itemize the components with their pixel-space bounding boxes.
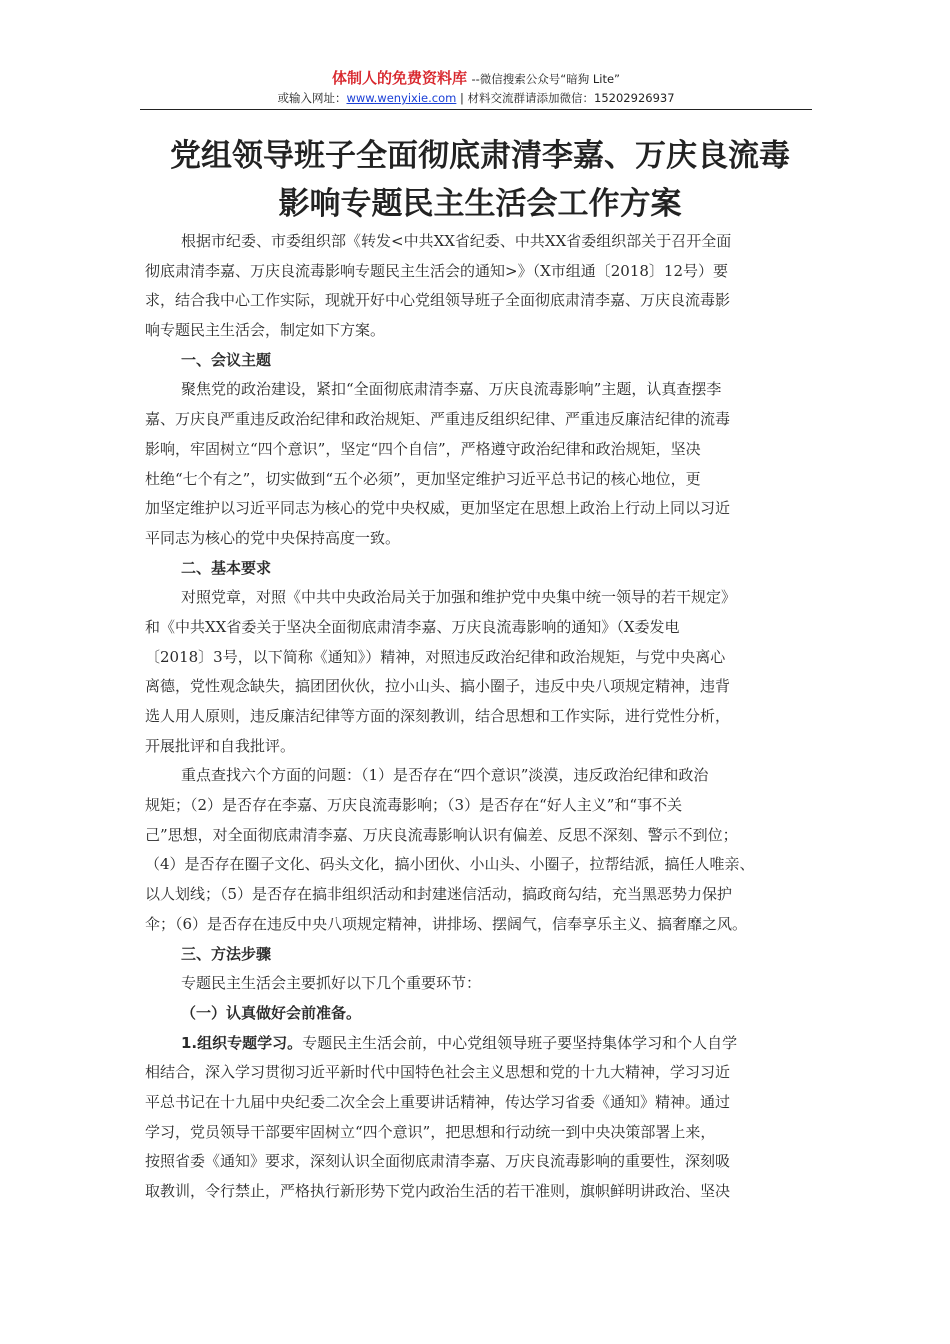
item-1-line: 取教训，令行禁止，严格执行新形势下党内政治生活的若干准则，旗帜鲜明讲政治、坚决 [145,1182,731,1200]
section-3-heading: 三、方法步骤 [181,944,272,963]
section-1-line: 嘉、万庆良严重违反政治纪律和政治规矩、严重违反组织纪律、严重违反廉洁纪律的流毒 [145,410,731,429]
section-1-line: 加坚定维护以习近平同志为核心的党中央权威，更加坚定在思想上政治上行动上同以习近 [145,499,731,518]
item-1-line: 按照省委《通知》要求，深刻认识全面彻底肃清李嘉、万庆良流毒影响的重要性，深刻吸 [145,1152,731,1171]
page-header [140,68,812,107]
section-1-line: 杜绝“七个有之”，切实做到“五个必须”，更加坚定维护习近平总书记的核心地位，更 [145,469,701,488]
section-1-heading: 一、会议主题 [181,350,272,369]
section-1-line: 聚焦党的政治建设，紧扣“全面彻底肃清李嘉、万庆良流毒影响”主题，认真查摆李 [181,380,722,399]
section-2-line: 离德，党性观念缺失，搞团团伙伙，拉小山头、搞小圈子，违反中央八项规定精神，违背 [145,677,731,696]
section-2-issues-line: 伞；（6）是否存在违反中央八项规定精神，讲排场、摆阔气，信奉享乐主义、搞奢靡之风。 [145,914,748,933]
subsection-1-heading: （一）认真做好会前准备。 [181,1003,362,1022]
header-site-link[interactable]: www.wenyixie.com [346,91,457,105]
header-slogan: --微信搜索公众号“暗狗 Lite” [471,72,621,86]
section-2-issues-line: 规矩；（2）是否存在李嘉、万庆良流毒影响；（3）是否存在“好人主义”和“事不关 [145,796,683,815]
intro-line: 根据市纪委、市委组织部《转发<中共XX省纪委、中共XX省委组织部关于召开全面 [181,232,732,250]
item-1-line: 相结合，深入学习贯彻习近平新时代中国特色社会主义思想和党的十九大精神，学习习近 [145,1063,731,1082]
section-2-issues-line: 重点查找六个方面的问题：（1）是否存在“四个意识”淡漠，违反政治纪律和政治 [181,766,709,785]
header-divider [140,109,812,110]
header-site-prefix: 或输入网址： [277,91,347,105]
section-2-line: 〔2018〕3号，以下简称《通知》）精神，对照违反政治纪律和政治规矩，与党中央离心 [145,647,726,666]
section-2-issues-line: （4）是否存在圈子文化、码头文化，搞小团伙、小山头、小圈子，拉帮结派，搞任人唯亲、 [145,855,755,874]
item-1-line: 学习，党员领导干部要牢固树立“四个意识”，把思想和行动统一到中央决策部署上来， [145,1122,716,1141]
section-2-line: 对照党章，对照《中共中央政治局关于加强和维护党中央集中统一领导的若干规定》 [181,588,737,607]
document-title [140,132,820,228]
section-2-line: 选人用人原则，违反廉洁纪律等方面的深刻教训，结合思想和工作实际，进行党性分析， [145,707,731,725]
item-1-lead: 1.组织专题学习。 [181,1033,303,1052]
item-1-line: 平总书记在十九届中央纪委二次全会上重要讲话精神，传达学习省委《通知》精神。通过 [145,1092,731,1111]
item-1-text: 专题民主生活会前，中心党组领导班子要坚持集体学习和个人自学 [302,1033,738,1052]
header-contact-line [140,89,812,107]
section-1-line: 平同志为核心的党中央保持高度一致。 [145,528,401,547]
header-promo-line [140,68,812,89]
title-line-1: 党组领导班子全面彻底肃清李嘉、万庆良流毒 [170,138,790,174]
header-brand: 体制人的免费资料库 [331,69,467,87]
intro-line: 求，结合我中心工作实际，现就开好中心党组领导班子全面彻底肃清李嘉、万庆良流毒影 [145,291,731,310]
item-1-line [145,1029,815,1059]
title-line-2: 影响专题民主生活会工作方案 [278,186,682,222]
section-3-intro: 专题民主生活会主要抓好以下几个重要环节： [181,974,482,993]
section-2-heading: 二、基本要求 [181,558,272,577]
section-2-line: 和《中共XX省委关于坚决全面彻底肃清李嘉、万庆良流毒影响的通知》（X委发电 [145,617,680,636]
section-2-issues-line: 己”思想，对全面彻底肃清李嘉、万庆良流毒影响认识有偏差、反思不深刻、警示不到位； [145,825,738,844]
intro-line: 响专题民主生活会，制定如下方案。 [145,321,386,340]
header-site-suffix: | 材料交流群请添加微信：15202926937 [456,91,675,105]
section-2-line: 开展批评和自我批评。 [145,736,296,755]
section-1-line: 影响，牢固树立“四个意识”，坚定“四个自信”，严格遵守政治纪律和政治规矩，坚决 [145,439,701,458]
document-body [145,227,815,1207]
section-2-issues-line: 以人划线；（5）是否存在搞非组织活动和封建迷信活动，搞政商勾结，充当黑恶势力保护 [145,885,733,904]
intro-line: 彻底肃清李嘉、万庆良流毒影响专题民主生活会的通知>》（X市组通〔2018〕12号）要 [145,261,729,280]
